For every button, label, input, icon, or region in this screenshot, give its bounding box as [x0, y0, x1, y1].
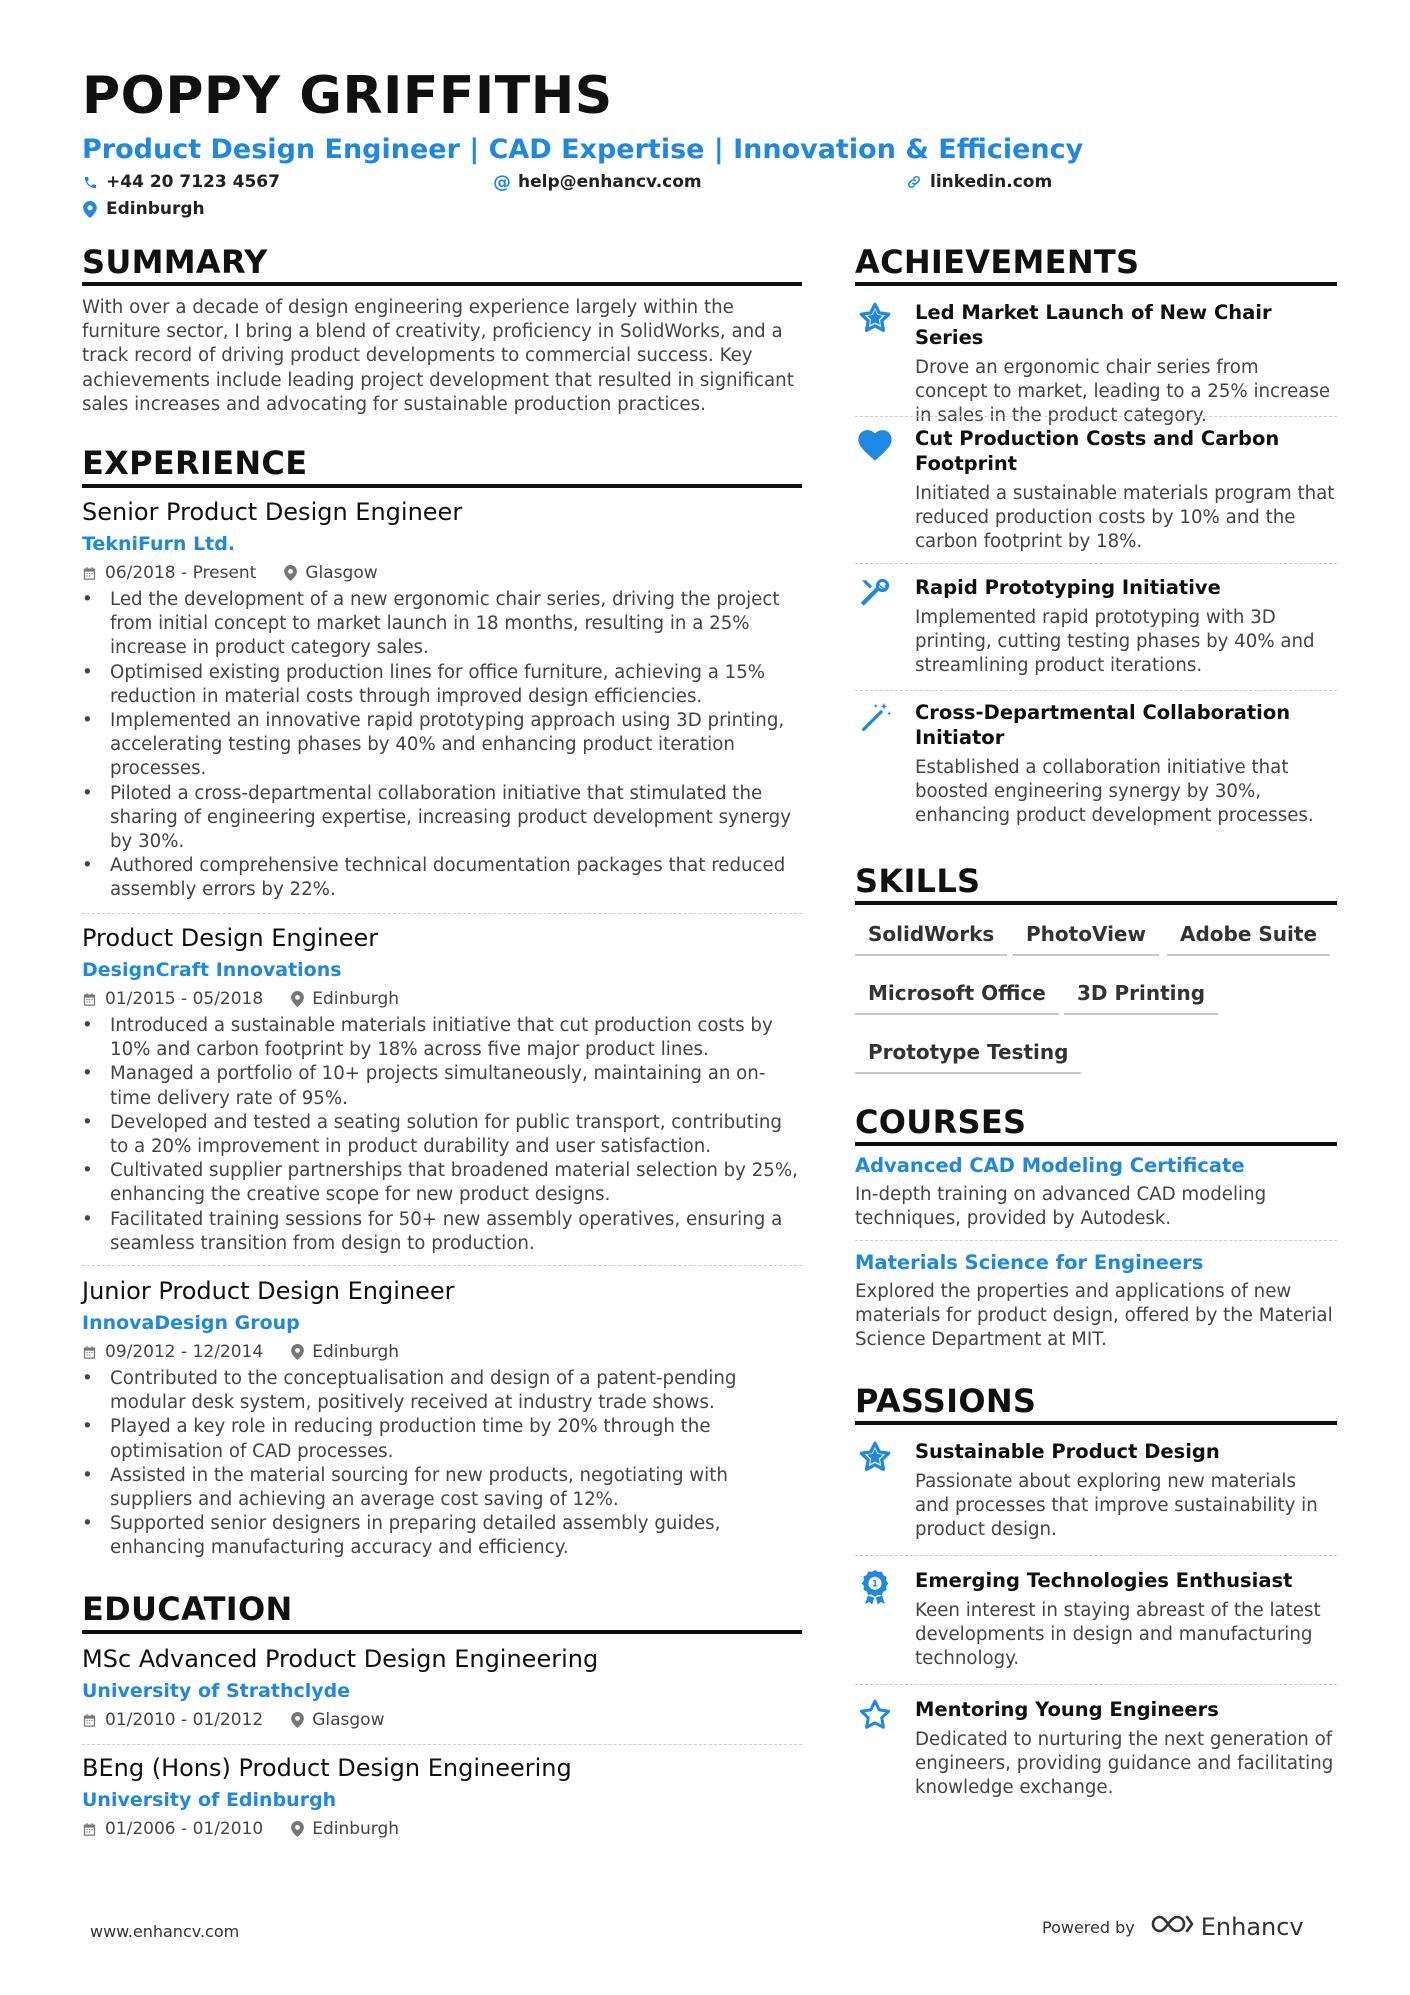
school-name[interactable]: University of Edinburgh — [82, 1789, 337, 1811]
achievement-desc: Established a collaboration initiative that boosted engineering synergy by 30%, enhancing product development processes. — [915, 757, 1314, 827]
passion-item — [855, 1439, 1337, 1549]
divider — [82, 1744, 802, 1745]
magic-wand-icon — [855, 700, 895, 740]
education-entry — [82, 1644, 802, 1731]
list-item: • Piloted a cross-departmental collaboration initiative that stimulated the sharing of engineering expertise, increasing product development synergy by 30%. — [82, 782, 802, 855]
achievement-title: Led Market Launch of New Chair Series — [915, 301, 1272, 349]
achievements-rule — [855, 282, 1337, 286]
course-desc: Explored the properties and applications of new materials for product design, offered by the Material Science Department at MIT. — [855, 1281, 1333, 1351]
job-entry — [82, 923, 802, 1256]
courses-heading: COURSES — [855, 1103, 1027, 1141]
achievements-heading: ACHIEVEMENTS — [855, 243, 1140, 281]
list-item: • Implemented an innovative rapid prototyping approach using 3D printing, accelerating testing phases by 40% and enhancing product iteration processes. — [82, 709, 802, 782]
summary-heading: SUMMARY — [82, 243, 268, 281]
location-pin-icon — [291, 991, 304, 1007]
company-name[interactable]: InnovaDesign Group — [82, 1312, 300, 1334]
list-item: • Supported senior designers in preparing detailed assembly guides, enhancing manufacturing accuracy and efficiency. — [82, 1512, 802, 1560]
passion-desc: Dedicated to nurturing the next generation of engineers, providing guidance and facilitating knowledge exchange. — [915, 1729, 1334, 1799]
education-meta — [82, 1818, 802, 1840]
degree-title: BEng (Hons) Product Design Engineering — [82, 1754, 572, 1782]
job-title: Senior Product Design Engineer — [82, 498, 463, 526]
job-bullets — [82, 1014, 802, 1256]
candidate-name: POPPY GRIFFITHS — [82, 66, 613, 126]
skill-tag: 3D Printing — [1064, 981, 1218, 1015]
heart-icon — [855, 426, 895, 466]
job-title: Junior Product Design Engineer — [82, 1277, 455, 1305]
list-item: • Cultivated supplier partnerships that broadened material selection by 25%, enhancing the creative scope for new product designs. — [82, 1159, 802, 1207]
job-meta — [82, 562, 802, 584]
list-item: • Managed a portfolio of 10+ projects simultaneously, maintaining an on-time delivery rate of 95%. — [82, 1062, 802, 1110]
achievement-item — [855, 426, 1337, 556]
summary-rule — [82, 282, 802, 286]
job-dates: 09/2012 - 12/2014 — [105, 1342, 264, 1362]
calendar-icon — [82, 992, 97, 1007]
list-item: • Facilitated training sessions for 50+ new assembly operatives, ensuring a seamless transition from design to production. — [82, 1208, 802, 1256]
list-item: • Played a key role in reducing production time by 20% through the optimisation of CAD processes. — [82, 1415, 802, 1463]
company-name[interactable]: TekniFurn Ltd. — [82, 533, 236, 555]
skill-tag: Prototype Testing — [855, 1040, 1081, 1074]
achievement-item — [855, 575, 1337, 685]
passions-rule — [855, 1421, 1337, 1425]
course-item — [855, 1153, 1337, 1231]
education-dates: 01/2010 - 01/2012 — [105, 1710, 264, 1730]
job-location: Glasgow — [305, 563, 378, 583]
skill-tag: Microsoft Office — [855, 981, 1059, 1015]
job-meta — [82, 1341, 802, 1363]
education-dates: 01/2006 - 01/2010 — [105, 1819, 264, 1839]
location-pin-icon — [291, 1344, 304, 1360]
passions-heading: PASSIONS — [855, 1382, 1037, 1420]
star-icon — [855, 300, 895, 340]
powered-by-label: Powered by — [1042, 1917, 1135, 1937]
degree-title: MSc Advanced Product Design Engineering — [82, 1645, 599, 1673]
job-bullets — [82, 1367, 802, 1561]
course-title[interactable]: Advanced CAD Modeling Certificate — [855, 1154, 1245, 1177]
achievement-item — [855, 300, 1337, 427]
infinity-logo-icon — [1149, 1912, 1195, 1942]
achievement-title: Cut Production Costs and Carbon Footprint — [915, 427, 1280, 475]
divider — [855, 1240, 1337, 1241]
education-location: Glasgow — [312, 1710, 385, 1730]
divider — [855, 416, 1337, 417]
phone-text: +44 20 7123 4567 — [106, 172, 280, 192]
award-icon — [855, 1568, 895, 1608]
headline: Product Design Engineer | CAD Expertise | Innovation & Efficiency — [82, 134, 1084, 165]
job-entry — [82, 497, 802, 903]
email-text: help@enhancv.com — [518, 172, 702, 192]
education-heading: EDUCATION — [82, 1590, 293, 1628]
list-item: • Assisted in the material sourcing for new products, negotiating with suppliers and achieving an average cost saving of 12%. — [82, 1464, 802, 1512]
calendar-icon — [82, 1822, 97, 1837]
location-pin-icon — [284, 565, 297, 581]
experience-rule — [82, 484, 802, 488]
svg-text:1: 1 — [872, 1579, 878, 1590]
divider — [855, 690, 1337, 691]
passion-title: Mentoring Young Engineers — [915, 1698, 1219, 1721]
divider — [855, 1555, 1337, 1556]
brand-logo[interactable] — [1149, 1912, 1304, 1942]
passion-title: Sustainable Product Design — [915, 1440, 1220, 1463]
list-item: • Authored comprehensive technical documentation packages that reduced assembly errors by 22%. — [82, 854, 802, 902]
list-item: • Led the development of a new ergonomic chair series, driving the project from initial concept to market launch in 18 months, resulting in a 25% increase in product category sales. — [82, 588, 802, 661]
brand-name: Enhancv — [1200, 1913, 1304, 1941]
skill-tag: SolidWorks — [855, 922, 1007, 956]
achievement-desc: Implemented rapid prototyping with 3D printing, cutting testing phases by 40% and streamlining product iterations. — [915, 607, 1315, 677]
divider — [82, 913, 802, 914]
achievement-desc: Initiated a sustainable materials program that reduced production costs by 10% and the carbon footprint by 18%. — [915, 483, 1335, 553]
job-dates: 01/2015 - 05/2018 — [105, 989, 264, 1009]
location-pin-icon — [291, 1821, 304, 1837]
achievement-title: Cross-Departmental Collaboration Initiator — [915, 701, 1291, 749]
job-meta — [82, 988, 802, 1010]
job-location: Edinburgh — [312, 989, 400, 1009]
course-desc: In-depth training on advanced CAD modeling techniques, provided by Autodesk. — [855, 1184, 1267, 1230]
calendar-icon — [82, 566, 97, 581]
divider — [855, 1684, 1337, 1685]
achievement-desc: Drove an ergonomic chair series from concept to market, leading to a 25% increase in sales in the product category. — [915, 357, 1331, 427]
at-icon: @ — [493, 171, 511, 193]
job-entry — [82, 1276, 802, 1561]
linkedin-text: linkedin.com — [930, 172, 1053, 192]
tools-icon — [855, 575, 895, 615]
list-item: • Developed and tested a seating solution for public transport, contributing to a 20% improvement in product durability and user satisfaction. — [82, 1111, 802, 1159]
contact-linkedin[interactable] — [906, 172, 1052, 192]
star-outline-icon — [855, 1697, 895, 1737]
school-name[interactable]: University of Strathclyde — [82, 1680, 351, 1702]
location-pin-icon — [291, 1712, 304, 1728]
skills-rule — [855, 901, 1337, 905]
calendar-icon — [82, 1345, 97, 1360]
star-icon — [855, 1439, 895, 1479]
summary-text: With over a decade of design engineering experience largely within the furniture sector, I bring a blend of creativity, proficiency in SolidWorks, and a track record of driving product developments to commercial success. Key achievements include leading project development that resulted in significant sales increases and advocating for sustainable production practices. — [82, 297, 794, 415]
contact-email[interactable] — [494, 172, 702, 192]
passion-item — [855, 1568, 1337, 1678]
list-item: • Contributed to the conceptualisation and design of a patent-pending modular desk system, positively received at industry trade shows. — [82, 1367, 802, 1415]
passion-item — [855, 1697, 1337, 1807]
list-item: • Introduced a sustainable materials initiative that cut production costs by 10% and carbon footprint by 18% across five major product lines. — [82, 1014, 802, 1062]
achievement-title: Rapid Prototyping Initiative — [915, 576, 1221, 599]
passion-desc: Passionate about exploring new materials and processes that improve sustainability in product design. — [915, 1471, 1318, 1541]
achievement-item — [855, 700, 1337, 830]
education-rule — [82, 1630, 802, 1634]
passion-desc: Keen interest in staying abreast of the latest developments in design and manufacturing technology. — [915, 1600, 1321, 1670]
job-title: Product Design Engineer — [82, 924, 379, 952]
location-pin-icon — [82, 201, 98, 217]
education-location: Edinburgh — [312, 1819, 400, 1839]
footer-branding — [1042, 1912, 1304, 1942]
contact-phone[interactable] — [82, 172, 280, 192]
education-entry — [82, 1753, 802, 1840]
job-bullets — [82, 588, 802, 903]
skills-heading: SKILLS — [855, 862, 981, 900]
divider — [82, 1265, 802, 1266]
company-name[interactable]: DesignCraft Innovations — [82, 959, 342, 981]
education-meta — [82, 1709, 802, 1731]
job-location: Edinburgh — [312, 1342, 400, 1362]
phone-icon — [82, 174, 98, 190]
contact-location — [82, 199, 205, 219]
divider — [855, 563, 1337, 564]
passion-title: Emerging Technologies Enthusiast — [915, 1569, 1293, 1592]
skill-tag: Adobe Suite — [1167, 922, 1330, 956]
link-icon — [906, 174, 922, 190]
skill-tag: PhotoView — [1013, 922, 1159, 956]
courses-rule — [855, 1142, 1337, 1146]
list-item: • Optimised existing production lines for office furniture, achieving a 15% reduction in material costs through improved design efficiencies. — [82, 661, 802, 709]
course-title[interactable]: Materials Science for Engineers — [855, 1251, 1204, 1274]
calendar-icon — [82, 1713, 97, 1728]
footer-website[interactable]: www.enhancv.com — [90, 1922, 240, 1941]
course-item — [855, 1250, 1337, 1353]
experience-heading: EXPERIENCE — [82, 444, 308, 482]
job-dates: 06/2018 - Present — [105, 563, 257, 583]
location-text: Edinburgh — [106, 199, 205, 219]
